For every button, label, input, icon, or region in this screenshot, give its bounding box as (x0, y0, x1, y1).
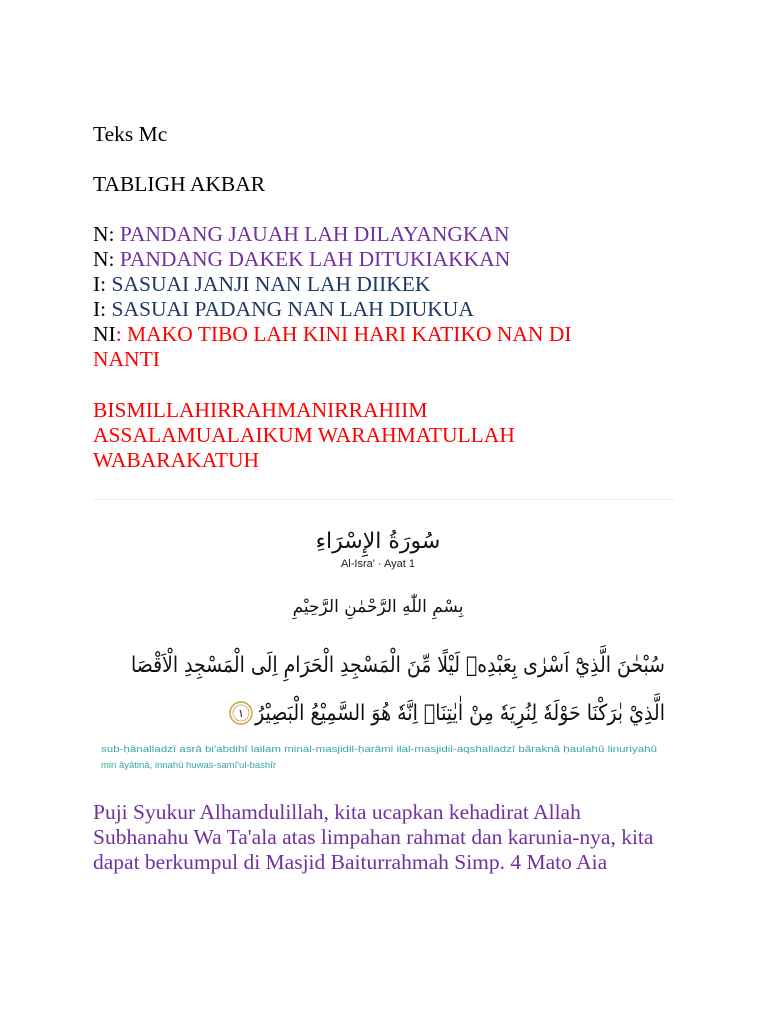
line-speaker: I: (93, 272, 112, 296)
verse-image (93, 499, 754, 782)
ayah-number-marker (230, 702, 252, 724)
line-text: : MAKO TIBO LAH KINI HARI KATIKO NAN DI NANTI (93, 322, 572, 371)
surah-title-arabic: سُورَةُ الإِسْرَاءِ (315, 529, 441, 554)
pantun-line-3 (93, 272, 693, 297)
greeting-line-2: ASSALAMUALAIKUM WARAHMATULLAH (93, 423, 515, 447)
surah-subtitle: Al-Isra' · Ayat 1 (340, 558, 416, 570)
pantun-line-1 (93, 222, 693, 247)
greeting-block (93, 398, 693, 473)
pantun-line-4 (93, 297, 693, 322)
line-text: PANDANG DAKEK LAH DITUKIAKKAN (119, 247, 511, 271)
line-speaker: N: (93, 222, 120, 246)
line-text: SASUAI JANJI NAN LAH DIIKEK (111, 272, 431, 296)
transliteration-line-1: sub-ḥânalladzî asrâ bi'abdihî lailam minal-masjidil-ḥarâmi ilal-masjidil-aqshalladzî bâraknâ ḥaulahû linuriyahû (101, 744, 657, 755)
greeting-line-1: BISMILLAHIRRAHMANIRRAHIIM (93, 398, 428, 422)
event-title: TABLIGH AKBAR (93, 172, 266, 196)
greeting-line-3: WABARAKATUH (93, 448, 260, 472)
pantun-line-5 (93, 322, 633, 372)
pantun-line-2 (93, 247, 693, 272)
line-speaker: NI (93, 322, 116, 346)
verse-image-svg (93, 500, 754, 782)
line-text: SASUAI PADANG NAN LAH DIUKUA (111, 297, 474, 321)
document-heading: Teks Mc (93, 122, 168, 146)
ayah-number: ١ (238, 707, 244, 720)
closing-paragraph: Puji Syukur Alhamdulillah, kita ucapkan kehadirat Allah Subhanahu Wa Ta'ala atas limpahan rahmat dan karunia-nya, kita dapat berkumpul di Masjid Baiturrahmah Simp. 4 Mato Aia (93, 800, 654, 874)
line-speaker: I: (93, 297, 112, 321)
transliteration-line-2: min âyâtinâ, innahû huwas-samî'ul-bashîr (101, 760, 277, 771)
verse-line-2: الَّذِيْ بٰرَكْنَا حَوْلَهٗ لِنُرِيَهٗ مِنْ اٰيٰتِنَاۗ اِنَّهٗ هُوَ السَّمِيْعُ الْبَصِيْرُ (255, 701, 731, 726)
basmala: بِسْمِ اللّٰهِ الرَّحْمٰنِ الرَّحِيْمِ (292, 597, 464, 617)
line-speaker: N: (93, 247, 120, 271)
line-text: PANDANG JAUAH LAH DILAYANGKAN (119, 222, 510, 246)
verse-line-1: سُبْحٰنَ الَّذِيْٓ اَسْرٰى بِعَبْدِهٖ لَيْلًا مِّنَ الْمَسْجِدِ الْحَرَامِ اِلَى الْمَسْجِدِ الْاَقْصَا (131, 653, 754, 678)
